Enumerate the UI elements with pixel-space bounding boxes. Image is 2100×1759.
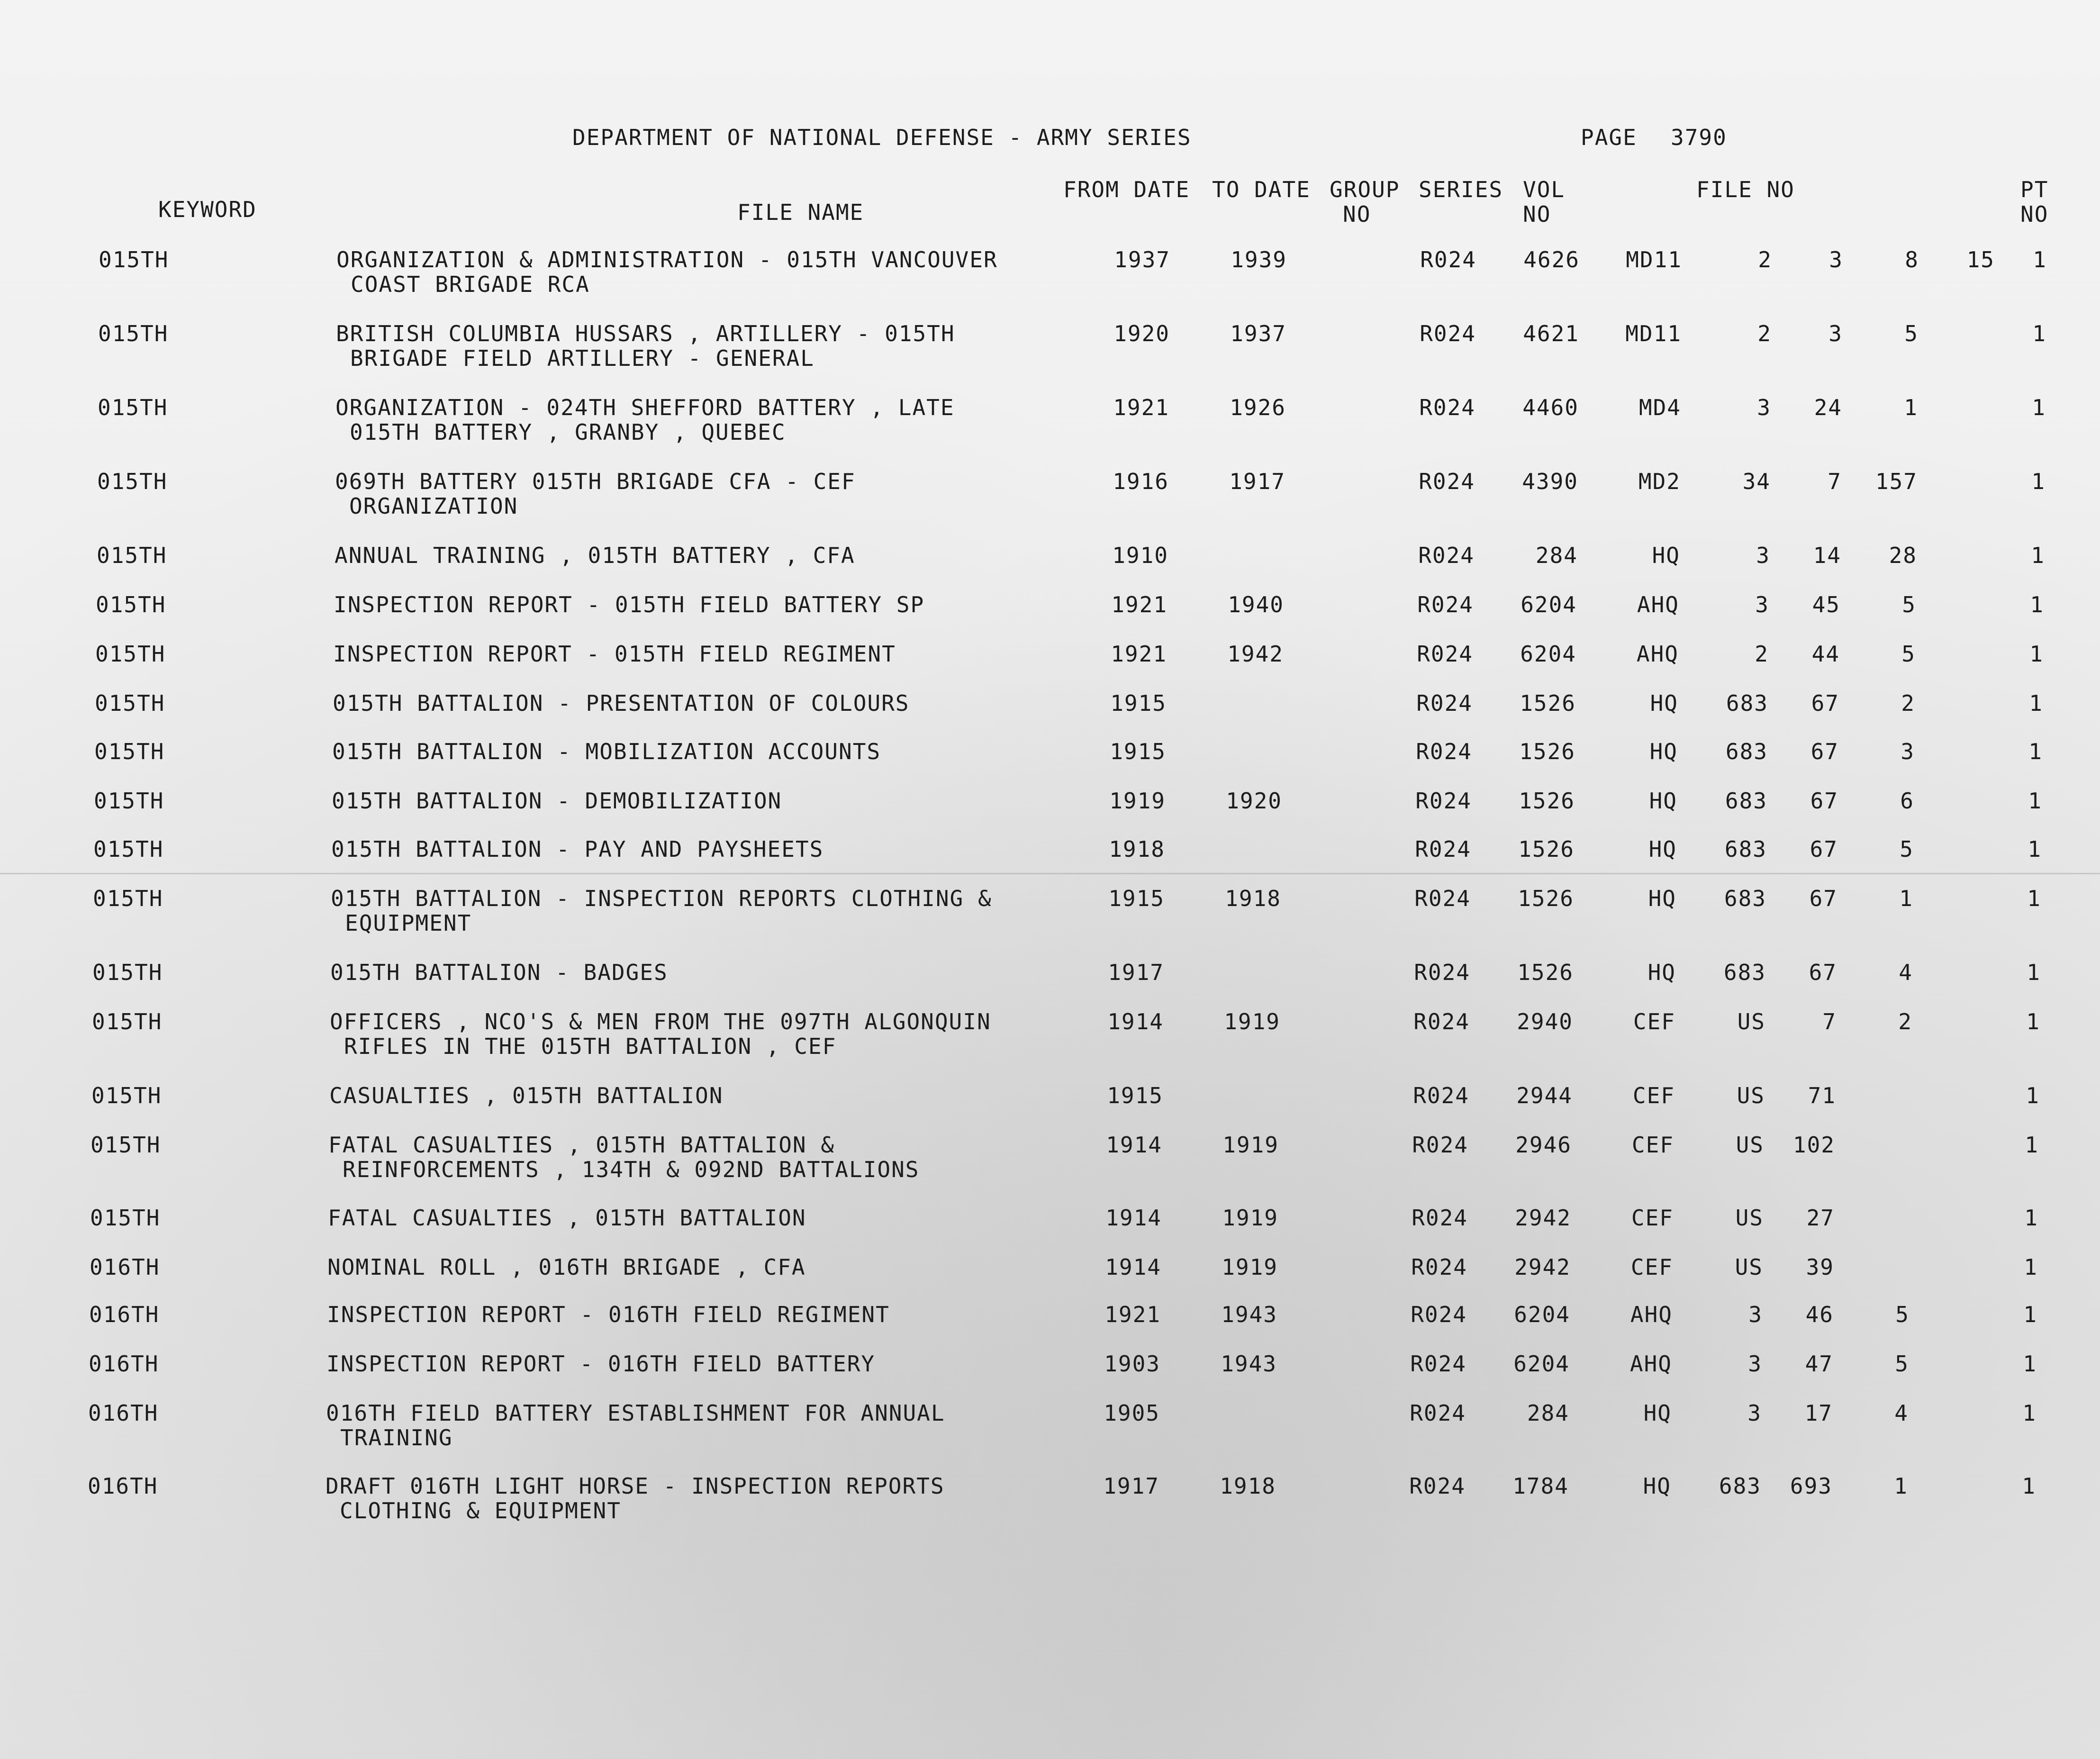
row-15-f-1: CEF xyxy=(1632,1083,1675,1108)
row-16-series: R024 xyxy=(1412,1132,1468,1158)
row-20-name-1: INSPECTION REPORT - 016TH FIELD BATTERY xyxy=(326,1351,876,1377)
row-21-f-4: 4 xyxy=(1894,1400,1909,1426)
row-4-vol: 4390 xyxy=(1522,469,1578,494)
row-18-f-2: US xyxy=(1735,1254,1763,1280)
row-10-name-1: 015TH BATTALION - DEMOBILIZATION xyxy=(332,788,782,814)
row-10-vol: 1526 xyxy=(1519,788,1575,814)
row-16-from: 1914 xyxy=(1106,1132,1162,1158)
row-6-keyword: 015TH xyxy=(96,592,166,617)
row-17-f-3: 27 xyxy=(1806,1205,1835,1231)
row-5-vol: 284 xyxy=(1535,543,1578,568)
row-19-f-3: 46 xyxy=(1805,1302,1834,1327)
row-1-f-1: MD11 xyxy=(1626,247,1682,272)
row-18-keyword: 016TH xyxy=(90,1254,160,1280)
page-number: 3790 xyxy=(1671,125,1727,150)
column-header-file-name: FILE NAME xyxy=(737,199,864,225)
column-header-vol-no: NO xyxy=(1523,201,1551,227)
row-13-vol: 1526 xyxy=(1517,960,1574,985)
column-header-series: SERIES xyxy=(1419,177,1503,202)
row-12-keyword: 015TH xyxy=(93,886,163,911)
row-10-f-1: HQ xyxy=(1649,788,1677,814)
row-11-from: 1918 xyxy=(1109,836,1165,862)
page-label: PAGE xyxy=(1581,125,1637,150)
row-8-f-3: 67 xyxy=(1811,690,1839,716)
row-14-keyword: 015TH xyxy=(92,1009,163,1034)
row-19-f-4: 5 xyxy=(1895,1302,1910,1327)
row-2-f-3: 3 xyxy=(1828,321,1843,346)
row-2-name-2: BRIGADE FIELD ARTILLERY - GENERAL xyxy=(350,345,815,371)
row-21-f-2: 3 xyxy=(1747,1400,1762,1426)
column-header-keyword: KEYWORD xyxy=(158,197,257,222)
row-17-pt: 1 xyxy=(2024,1205,2038,1231)
row-2-f-4: 5 xyxy=(1904,321,1919,346)
row-2-series: R024 xyxy=(1420,321,1476,346)
row-21-f-1: HQ xyxy=(1643,1400,1672,1426)
row-5-pt: 1 xyxy=(2031,543,2045,568)
row-1-keyword: 015TH xyxy=(99,247,169,272)
row-6-f-3: 45 xyxy=(1812,592,1840,617)
row-4-name-2: ORGANIZATION xyxy=(349,493,518,519)
row-14-from: 1914 xyxy=(1107,1009,1164,1034)
row-6-series: R024 xyxy=(1417,592,1474,617)
row-17-series: R024 xyxy=(1412,1205,1468,1231)
row-8-series: R024 xyxy=(1416,690,1473,716)
row-5-series: R024 xyxy=(1418,543,1475,568)
row-4-name-1: 069TH BATTERY 015TH BRIGADE CFA - CEF xyxy=(335,469,856,494)
row-3-name-1: ORGANIZATION - 024TH SHEFFORD BATTERY , LATE xyxy=(335,395,955,420)
row-19-from: 1921 xyxy=(1104,1302,1161,1327)
row-22-name-1: DRAFT 016TH LIGHT HORSE - INSPECTION REPORTS xyxy=(326,1473,945,1499)
row-2-vol: 4621 xyxy=(1523,321,1579,346)
row-1-name-2: COAST BRIGADE RCA xyxy=(351,272,590,297)
row-1-from: 1937 xyxy=(1114,247,1170,272)
row-19-series: R024 xyxy=(1411,1302,1467,1327)
row-13-from: 1917 xyxy=(1108,960,1164,985)
row-5-name-1: ANNUAL TRAINING , 015TH BATTERY , CFA xyxy=(335,543,855,568)
row-6-f-4: 5 xyxy=(1902,592,1916,617)
document-title: DEPARTMENT OF NATIONAL DEFENSE - ARMY SERIES xyxy=(572,125,1192,150)
row-13-f-3: 67 xyxy=(1809,960,1837,985)
row-1-to: 1939 xyxy=(1231,247,1287,272)
column-header-to-date: TO DATE xyxy=(1212,177,1311,202)
row-19-keyword: 016TH xyxy=(89,1302,160,1327)
row-2-name-1: BRITISH COLUMBIA HUSSARS , ARTILLERY - 015TH xyxy=(336,321,955,346)
row-3-from: 1921 xyxy=(1113,395,1169,420)
row-6-f-1: AHQ xyxy=(1637,592,1679,617)
row-20-series: R024 xyxy=(1410,1351,1466,1377)
row-21-name-2: TRAINING xyxy=(340,1425,453,1451)
row-15-series: R024 xyxy=(1413,1083,1469,1108)
row-18-name-1: NOMINAL ROLL , 016TH BRIGADE , CFA xyxy=(327,1254,806,1280)
row-9-keyword: 015TH xyxy=(94,739,165,764)
row-11-keyword: 015TH xyxy=(93,836,164,862)
row-4-pt: 1 xyxy=(2031,469,2046,494)
column-header-group: GROUP xyxy=(1330,177,1400,202)
row-14-f-3: 7 xyxy=(1822,1009,1837,1034)
row-18-series: R024 xyxy=(1411,1254,1467,1280)
row-15-from: 1915 xyxy=(1107,1083,1163,1108)
row-7-name-1: INSPECTION REPORT - 015TH FIELD REGIMENT xyxy=(333,641,896,667)
row-21-f-3: 17 xyxy=(1804,1400,1833,1426)
row-21-keyword: 016TH xyxy=(88,1400,159,1426)
row-16-name-2: REINFORCEMENTS , 134TH & 092ND BATTALIONS xyxy=(343,1157,920,1182)
row-2-to: 1937 xyxy=(1230,321,1286,346)
row-18-vol: 2942 xyxy=(1514,1254,1571,1280)
row-8-pt: 1 xyxy=(2029,690,2043,716)
row-13-f-4: 4 xyxy=(1899,960,1913,985)
row-20-pt: 1 xyxy=(2023,1351,2037,1377)
column-header-group-no: NO xyxy=(1343,201,1371,227)
row-12-to: 1918 xyxy=(1225,886,1281,911)
row-5-f-3: 14 xyxy=(1813,543,1841,568)
row-7-pt: 1 xyxy=(2029,641,2044,667)
row-12-from: 1915 xyxy=(1108,886,1165,911)
row-20-to: 1943 xyxy=(1221,1351,1277,1377)
row-17-name-1: FATAL CASUALTIES , 015TH BATTALION xyxy=(328,1205,806,1231)
row-1-series: R024 xyxy=(1420,247,1476,272)
row-10-keyword: 015TH xyxy=(94,788,164,814)
row-20-f-1: AHQ xyxy=(1629,1351,1672,1377)
row-11-vol: 1526 xyxy=(1518,836,1575,862)
row-22-keyword: 016TH xyxy=(88,1473,158,1499)
row-11-f-4: 5 xyxy=(1900,836,1914,862)
row-8-f-1: HQ xyxy=(1650,690,1678,716)
row-2-f-2: 2 xyxy=(1757,321,1772,346)
row-9-f-3: 67 xyxy=(1810,739,1839,764)
row-4-f-1: MD2 xyxy=(1638,469,1681,494)
row-22-f-2: 683 xyxy=(1719,1473,1761,1499)
row-12-f-2: 683 xyxy=(1724,886,1766,911)
row-17-keyword: 015TH xyxy=(90,1205,161,1231)
row-12-name-1: 015TH BATTALION - INSPECTION REPORTS CLOTHING & xyxy=(331,886,992,911)
row-21-name-1: 016TH FIELD BATTERY ESTABLISHMENT FOR ANNUAL xyxy=(326,1400,945,1426)
row-6-pt: 1 xyxy=(2030,592,2044,617)
row-13-f-1: HQ xyxy=(1647,960,1676,985)
row-15-vol: 2944 xyxy=(1516,1083,1573,1108)
row-20-f-3: 47 xyxy=(1805,1351,1833,1377)
row-14-name-2: RIFLES IN THE 015TH BATTALION , CEF xyxy=(344,1034,837,1059)
row-21-series: R024 xyxy=(1410,1400,1466,1426)
row-4-series: R024 xyxy=(1419,469,1475,494)
row-8-keyword: 015TH xyxy=(95,690,165,716)
row-8-from: 1915 xyxy=(1110,690,1167,716)
row-2-f-1: MD11 xyxy=(1625,321,1682,346)
row-18-from: 1914 xyxy=(1105,1254,1161,1280)
row-4-from: 1916 xyxy=(1113,469,1169,494)
row-21-vol: 284 xyxy=(1527,1400,1569,1426)
row-22-to: 1918 xyxy=(1220,1473,1276,1499)
column-header-from-date: FROM DATE xyxy=(1063,177,1190,202)
row-10-to: 1920 xyxy=(1226,788,1282,814)
row-13-pt: 1 xyxy=(2027,960,2041,985)
row-2-keyword: 015TH xyxy=(98,321,169,346)
row-16-keyword: 015TH xyxy=(91,1132,161,1158)
row-7-f-4: 5 xyxy=(1901,641,1916,667)
row-4-to: 1917 xyxy=(1229,469,1285,494)
row-10-pt: 1 xyxy=(2028,788,2042,814)
row-20-f-4: 5 xyxy=(1895,1351,1909,1377)
row-3-to: 1926 xyxy=(1230,395,1286,420)
row-9-series: R024 xyxy=(1416,739,1472,764)
column-header-pt: PT xyxy=(2020,177,2049,202)
row-6-to: 1940 xyxy=(1228,592,1284,617)
row-7-f-2: 2 xyxy=(1755,641,1769,667)
row-19-vol: 6204 xyxy=(1514,1302,1570,1327)
row-14-pt: 1 xyxy=(2026,1009,2040,1034)
row-16-to: 1919 xyxy=(1222,1132,1279,1158)
row-14-to: 1919 xyxy=(1224,1009,1280,1034)
column-header-vol: VOL xyxy=(1523,177,1566,202)
row-3-pt: 1 xyxy=(2032,395,2046,420)
row-19-pt: 1 xyxy=(2023,1302,2037,1327)
row-3-f-2: 3 xyxy=(1757,395,1771,420)
row-11-series: R024 xyxy=(1415,836,1471,862)
row-4-f-4: 157 xyxy=(1875,469,1918,494)
row-5-from: 1910 xyxy=(1112,543,1168,568)
row-8-f-4: 2 xyxy=(1901,690,1915,716)
row-22-f-1: HQ xyxy=(1643,1473,1671,1499)
row-1-name-1: ORGANIZATION & ADMINISTRATION - 015TH VANCOUVER xyxy=(336,247,998,272)
row-7-f-1: AHQ xyxy=(1636,641,1679,667)
row-15-keyword: 015TH xyxy=(91,1083,162,1108)
row-17-from: 1914 xyxy=(1105,1205,1162,1231)
row-12-f-4: 1 xyxy=(1899,886,1913,911)
row-10-f-2: 683 xyxy=(1725,788,1767,814)
row-20-vol: 6204 xyxy=(1513,1351,1570,1377)
row-22-series: R024 xyxy=(1409,1473,1466,1499)
row-17-vol: 2942 xyxy=(1515,1205,1571,1231)
row-8-name-1: 015TH BATTALION - PRESENTATION OF COLOURS xyxy=(333,690,910,716)
row-19-to: 1943 xyxy=(1221,1302,1277,1327)
row-11-name-1: 015TH BATTALION - PAY AND PAYSHEETS xyxy=(331,836,824,862)
row-3-series: R024 xyxy=(1419,395,1475,420)
row-1-f-2: 2 xyxy=(1758,247,1772,272)
row-9-pt: 1 xyxy=(2028,739,2043,764)
row-21-pt: 1 xyxy=(2022,1400,2037,1426)
row-15-f-2: US xyxy=(1737,1083,1765,1108)
row-3-name-2: 015TH BATTERY , GRANBY , QUEBEC xyxy=(350,419,786,445)
row-17-f-2: US xyxy=(1735,1205,1764,1231)
row-17-to: 1919 xyxy=(1222,1205,1278,1231)
row-22-from: 1917 xyxy=(1103,1473,1159,1499)
row-1-f-5: 15 xyxy=(1966,247,1995,272)
row-14-series: R024 xyxy=(1413,1009,1470,1034)
row-2-pt: 1 xyxy=(2032,321,2046,346)
row-8-vol: 1526 xyxy=(1520,690,1576,716)
row-5-f-2: 3 xyxy=(1756,543,1770,568)
row-16-f-3: 102 xyxy=(1792,1132,1835,1158)
row-5-f-4: 28 xyxy=(1889,543,1917,568)
row-7-from: 1921 xyxy=(1111,641,1167,667)
row-3-f-4: 1 xyxy=(1904,395,1918,420)
row-7-vol: 6204 xyxy=(1520,641,1576,667)
row-10-f-4: 6 xyxy=(1900,788,1914,814)
row-19-name-1: INSPECTION REPORT - 016TH FIELD REGIMENT xyxy=(327,1302,890,1327)
row-14-f-1: CEF xyxy=(1633,1009,1675,1034)
row-22-vol: 1784 xyxy=(1512,1473,1569,1499)
row-1-vol: 4626 xyxy=(1523,247,1580,272)
row-18-to: 1919 xyxy=(1222,1254,1278,1280)
row-9-f-4: 3 xyxy=(1901,739,1915,764)
column-header-pt-no: NO xyxy=(2020,201,2049,227)
row-9-name-1: 015TH BATTALION - MOBILIZATION ACCOUNTS xyxy=(332,739,881,764)
row-14-f-4: 2 xyxy=(1898,1009,1912,1034)
row-4-f-2: 34 xyxy=(1742,469,1771,494)
row-9-vol: 1526 xyxy=(1519,739,1575,764)
row-20-from: 1903 xyxy=(1104,1351,1160,1377)
row-6-name-1: INSPECTION REPORT - 015TH FIELD BATTERY SP xyxy=(334,592,925,617)
row-15-pt: 1 xyxy=(2026,1083,2040,1108)
row-12-pt: 1 xyxy=(2027,886,2041,911)
row-12-vol: 1526 xyxy=(1518,886,1574,911)
row-18-pt: 1 xyxy=(2024,1254,2038,1280)
row-20-f-2: 3 xyxy=(1748,1351,1762,1377)
row-5-f-1: HQ xyxy=(1652,543,1680,568)
row-19-f-2: 3 xyxy=(1748,1302,1763,1327)
column-header-file-no: FILE NO xyxy=(1696,177,1795,202)
row-8-f-2: 683 xyxy=(1726,690,1768,716)
row-12-f-1: HQ xyxy=(1648,886,1676,911)
row-7-keyword: 015TH xyxy=(95,641,166,667)
row-1-f-4: 8 xyxy=(1905,247,1919,272)
row-20-keyword: 016TH xyxy=(89,1351,159,1377)
row-7-series: R024 xyxy=(1417,641,1473,667)
row-22-pt: 1 xyxy=(2022,1473,2036,1499)
row-9-from: 1915 xyxy=(1110,739,1166,764)
row-13-name-1: 015TH BATTALION - BADGES xyxy=(330,960,668,985)
row-22-name-2: CLOTHING & EQUIPMENT xyxy=(340,1498,621,1523)
row-11-f-3: 67 xyxy=(1810,836,1838,862)
row-12-series: R024 xyxy=(1414,886,1471,911)
row-13-f-2: 683 xyxy=(1723,960,1766,985)
row-3-keyword: 015TH xyxy=(98,395,168,420)
row-7-to: 1942 xyxy=(1227,641,1284,667)
row-10-series: R024 xyxy=(1415,788,1472,814)
row-4-keyword: 015TH xyxy=(97,469,168,494)
row-16-vol: 2946 xyxy=(1515,1132,1572,1158)
row-21-from: 1905 xyxy=(1104,1400,1160,1426)
row-6-f-2: 3 xyxy=(1755,592,1769,617)
row-14-name-1: OFFICERS , NCO'S & MEN FROM THE 097TH ALGONQUIN xyxy=(330,1009,991,1034)
row-10-from: 1919 xyxy=(1109,788,1166,814)
row-6-vol: 6204 xyxy=(1521,592,1577,617)
row-18-f-3: 39 xyxy=(1806,1254,1834,1280)
row-4-f-3: 7 xyxy=(1828,469,1842,494)
row-3-f-3: 24 xyxy=(1814,395,1842,420)
row-19-f-1: AHQ xyxy=(1630,1302,1673,1327)
row-9-f-1: HQ xyxy=(1649,739,1678,764)
row-1-f-3: 3 xyxy=(1829,247,1843,272)
paper-fold-line xyxy=(0,873,2100,874)
row-16-pt: 1 xyxy=(2025,1132,2039,1158)
row-11-pt: 1 xyxy=(2028,836,2042,862)
row-18-f-1: CEF xyxy=(1630,1254,1673,1280)
row-3-f-1: MD4 xyxy=(1638,395,1681,420)
row-22-f-3: 693 xyxy=(1790,1473,1832,1499)
row-15-name-1: CASUALTIES , 015TH BATTALION xyxy=(329,1083,724,1108)
row-6-from: 1921 xyxy=(1111,592,1168,617)
row-2-from: 1920 xyxy=(1113,321,1170,346)
row-11-f-1: HQ xyxy=(1648,836,1677,862)
row-12-f-3: 67 xyxy=(1809,886,1838,911)
row-13-keyword: 015TH xyxy=(92,960,163,985)
row-7-f-3: 44 xyxy=(1811,641,1840,667)
row-12-name-2: EQUIPMENT xyxy=(345,910,472,936)
row-16-f-1: CEF xyxy=(1631,1132,1674,1158)
row-5-keyword: 015TH xyxy=(97,543,167,568)
row-22-f-4: 1 xyxy=(1894,1473,1908,1499)
row-13-series: R024 xyxy=(1414,960,1470,985)
row-16-name-1: FATAL CASUALTIES , 015TH BATTALION & xyxy=(328,1132,835,1158)
row-15-f-3: 71 xyxy=(1808,1083,1836,1108)
row-10-f-3: 67 xyxy=(1810,788,1838,814)
row-17-f-1: CEF xyxy=(1631,1205,1674,1231)
row-14-f-2: US xyxy=(1737,1009,1765,1034)
row-14-vol: 2940 xyxy=(1517,1009,1573,1034)
row-3-vol: 4460 xyxy=(1522,395,1579,420)
row-1-pt: 1 xyxy=(2033,247,2047,272)
row-9-f-2: 683 xyxy=(1725,739,1768,764)
row-16-f-2: US xyxy=(1736,1132,1764,1158)
row-11-f-2: 683 xyxy=(1724,836,1767,862)
